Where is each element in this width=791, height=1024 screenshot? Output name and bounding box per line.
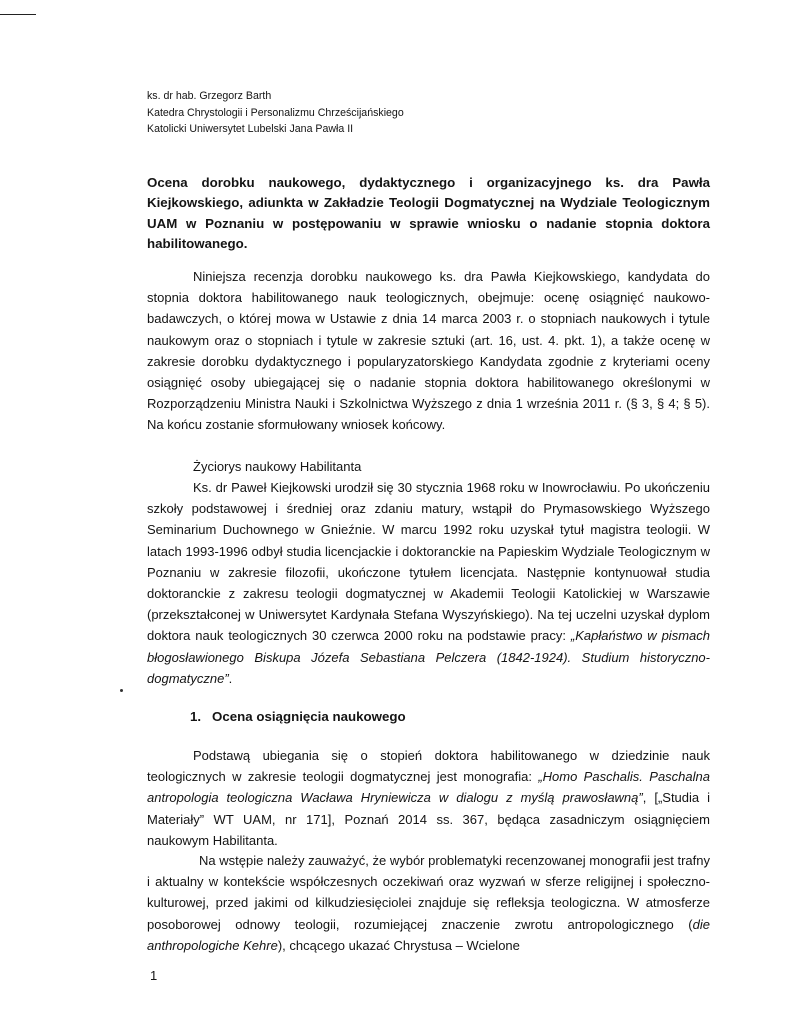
section-paragraph-2-end: ), chcącego ukazać Chrystusa – Wcielone [277, 937, 520, 953]
author-university: Katolicki Uniwersytet Lubelski Jana Pawła II [147, 123, 354, 135]
thesis-title: „Kapłaństwo w pismach błogosławionego Biskupa Józefa Sebastiana Pelczera (1842-1924). Studium historyczno-dogmatyczne” [147, 628, 710, 686]
section-paragraph-2 [147, 850, 710, 956]
intro-paragraph: Niniejsza recenzja dorobku naukowego ks. dra Pawła Kiejkowskiego, kandydata do stopnia doktora habilitowanego nauk teologicznych, obejmuje: ocenę osiągnięć naukowo-badawczych, o której mowa w Ustawie z dnia 14 marca 2003 r. o stopniach naukowych i tytule naukowym oraz o stopniach i tytule w zakresie sztuki (art. 16, ust. 4. pkt. 1), a także ocenę w zakresie dorobku dydaktycznego i popularyzatorskiego Kandydata zgodnie z kryteriami oceny osiągnięć osoby ubiegającej się o nadanie stopnia doktora habilitowanego określonymi w Rozporządzeniu Ministra Nauki i Szkolnictwa Wyższego z dnia 1 września 2011 r. (§ 3, § 4; § 5). Na końcu zostanie sformułowany wniosek końcowy. [147, 269, 710, 433]
monograph-title: „Homo Paschalis. Paschalna antropologia teologiczna Wacława Hryniewicza w dialogu z myślą prawosławną” [147, 769, 710, 806]
bio-heading: Życiorys naukowy Habilitanta [193, 459, 362, 474]
author-name: ks. dr hab. Grzegorz Barth [147, 90, 272, 102]
section-paragraph-1 [147, 745, 710, 851]
bio-paragraph [147, 477, 710, 689]
author-department: Katedra Chrystologii i Personalizmu Chrześcijańskiego [147, 106, 404, 119]
margin-dot [120, 689, 123, 692]
scan-edge-mark [0, 14, 36, 15]
section-paragraph-1-text: Podstawą ubiegania się o stopień doktora habilitowanego w dziedzinie nauk teologicznych w zakresie teologii dogmatycznej jest monografia: [147, 748, 710, 785]
section-heading [190, 707, 406, 727]
document-title: Ocena dorobku naukowego, dydaktycznego i organizacyjnego ks. dra Pawła Kiejkowskiego, adiunkta w Zakładzie Teologii Dogmatycznej na Wydziale Teologicznym UAM w Poznaniu w postępowaniu w sprawie wniosku o nadanie stopnia doktora habilitowanego. [147, 175, 710, 252]
bio-end: . [228, 670, 233, 686]
author-header [147, 88, 404, 138]
bio-text: Ks. dr Paweł Kiejkowski urodził się 30 stycznia 1968 roku w Inowrocławiu. Po ukończeniu szkoły podstawowej i średniej oraz zdaniu matury, wstąpił do Prymasowskiego Wyższego Seminarium Duchownego w Gnieźnie. W marcu 1992 roku uzyskał tytuł magistra teologii. W latach 1993-1996 odbył studia licencjackie i doktoranckie na Papieskim Wydziale Teologicznym w Poznaniu w zakresie filozofii, ukończone tytułem licencjata. Następnie kontynuował studia doktoranckie z zakresu teologii dogmatycznej w Akademii Teologii Katolickiej w Warszawie (przekształconej w Uniwersytet Kardynała Stefana Wyszyńskiego). Na tej uczelni uzyskał dyplom doktora nauk teologicznych 30 czerwca 2000 roku na podstawie pracy: [147, 480, 710, 644]
section-title: Ocena osiągnięcia naukowego [212, 709, 406, 724]
page-number: 1 [150, 968, 158, 983]
anthropological-turn-term: die anthropologiche Kehre [147, 916, 710, 953]
section-number: 1. [190, 709, 202, 724]
section-paragraph-1-end: , [„Studia i Materiały” WT UAM, nr 171], Poznań 2014 ss. 367, będąca zasadniczym osiągnięciem naukowym Habilitanta. [147, 790, 711, 848]
section-paragraph-2-text: Na wstępie należy zauważyć, że wybór problematyki recenzowanej monografii jest trafny i aktualny w kontekście współczesnych oczekiwań oraz wyzwań w sferze religijnej i społeczno-kulturowej, przed jakimi od kilkudziesięciolei znajduje się refleksja teologiczna. W atmosferze posoborowej odnowy teologii, rozumiejącej znaczenie zwrotu antropologicznego ( [147, 853, 710, 932]
